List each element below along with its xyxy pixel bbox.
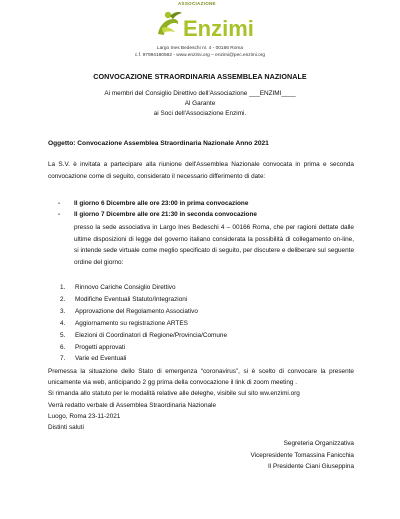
contact-block <box>0 46 400 59</box>
item-text: Elezioni di Coordinatori di Regione/Provincia/Comune <box>75 331 228 339</box>
recipients <box>0 89 400 120</box>
subject: Oggetto: Convocazione Assemblea Straordinaria Nazionale Anno 2021 <box>48 140 269 147</box>
delegates-line: Si rimanda allo statuto per le modalità relative alle deleghe, visibile sul sito ww.enzimi.org <box>48 390 300 398</box>
premise-paragraph: Premessa la situazione dello Stato di emergenza “coronavirus”, si è scelto di convocare la presente unicamente via web, anticipando 2 gg prima della convocazione il link di zoom meeting . <box>48 368 354 387</box>
recipient-line: Al Garante <box>184 100 216 108</box>
list-item <box>60 353 227 365</box>
dash-bullet: - <box>58 211 61 218</box>
list-item <box>60 282 227 294</box>
intro-paragraph: La S.V. è invitata a partecipare alla riunione dell'Assemblea Nazionale convocata in prima e seconda convocazione come di seguito, considerato il necessario differimento di date: <box>48 161 354 180</box>
recipient-line: ai Soci dell'Associazione Enzimi. <box>153 110 247 118</box>
item-number: 7. <box>60 355 66 363</box>
item-number: 3. <box>60 307 66 315</box>
logo-small-text: ASSOCIAZIONE <box>178 1 216 6</box>
list-item <box>58 198 354 209</box>
item-text: Progetti approvati <box>75 343 126 351</box>
dash-bullet: - <box>58 200 61 207</box>
signature-line: Segreteria Organizzativa <box>283 440 354 447</box>
signature-line: Il Presidente Ciani Giuseppina <box>268 463 354 471</box>
signature-block <box>251 438 355 473</box>
minutes-line: Verrà redatto verbale di Assemblea Straordinaria Nazionale <box>48 401 217 409</box>
list-item <box>58 209 354 220</box>
item-number: 1. <box>60 284 66 291</box>
contacts: c.f. 97994180582 - www.enzimi.org – enzimi@pec.enzimi.org <box>134 52 266 58</box>
item-number: 6. <box>60 343 66 351</box>
document-title: CONVOCAZIONE STRAORDINARIA ASSEMBLEA NAZIONALE <box>93 72 307 81</box>
list-item <box>60 318 227 330</box>
item-text: Varie ed Eventuali <box>75 355 127 363</box>
list-item <box>60 342 227 354</box>
list-item <box>60 330 227 342</box>
agenda-list <box>60 282 227 365</box>
recipient-line: Ai membri del Consiglio Direttivo dell'Associazione ___ENZIMI____ <box>104 90 296 97</box>
list-item <box>60 294 227 306</box>
enzimi-logo <box>148 4 258 44</box>
item-number: 2. <box>60 295 66 303</box>
date-label: Il giorno 6 Dicembre alle ore 23:00 in prima convocazione <box>74 200 249 207</box>
address: Largo Ines Bedeschi nr. 4 - 00166 Roma <box>156 46 244 51</box>
item-text: Aggiornamento su registrazione ARTES <box>75 319 188 327</box>
item-text: Rinnovo Cariche Consiglio Direttivo <box>75 284 176 291</box>
date-label: Il giorno 7 Dicembre alle ore 21:30 in seconda convocazione <box>74 211 257 218</box>
signature-line: Vicepresidente Tomassina Fanicchia <box>250 451 354 459</box>
list-item <box>60 306 227 318</box>
place-date: Luogo, Roma 23-11-2021 <box>48 412 121 420</box>
convocation-dates <box>58 198 354 220</box>
item-number: 4. <box>60 319 66 327</box>
enzimi-logo-icon <box>148 4 258 44</box>
venue-paragraph: presso la sede associativa in Largo Ines Bedeschi 4 – 00166 Roma, che per ragioni dettate dalle ultime disposizioni di legge del governo italiano considerata la possibilità di collegamento on-line, si intende sede virtuale come meglio specificato di seguito, per discutere e deliberare sul seguente ordine del giorno: <box>74 224 354 266</box>
item-text: Modifiche Eventuali Statuto/Integrazioni <box>75 295 188 303</box>
item-number: 5. <box>60 331 66 339</box>
greeting: Distinti saluti <box>48 424 84 432</box>
closing-block <box>48 366 354 433</box>
item-text: Approvazione del Regolamento Associativo <box>75 307 198 315</box>
svg-text:Enzimi: Enzimi <box>183 16 254 41</box>
